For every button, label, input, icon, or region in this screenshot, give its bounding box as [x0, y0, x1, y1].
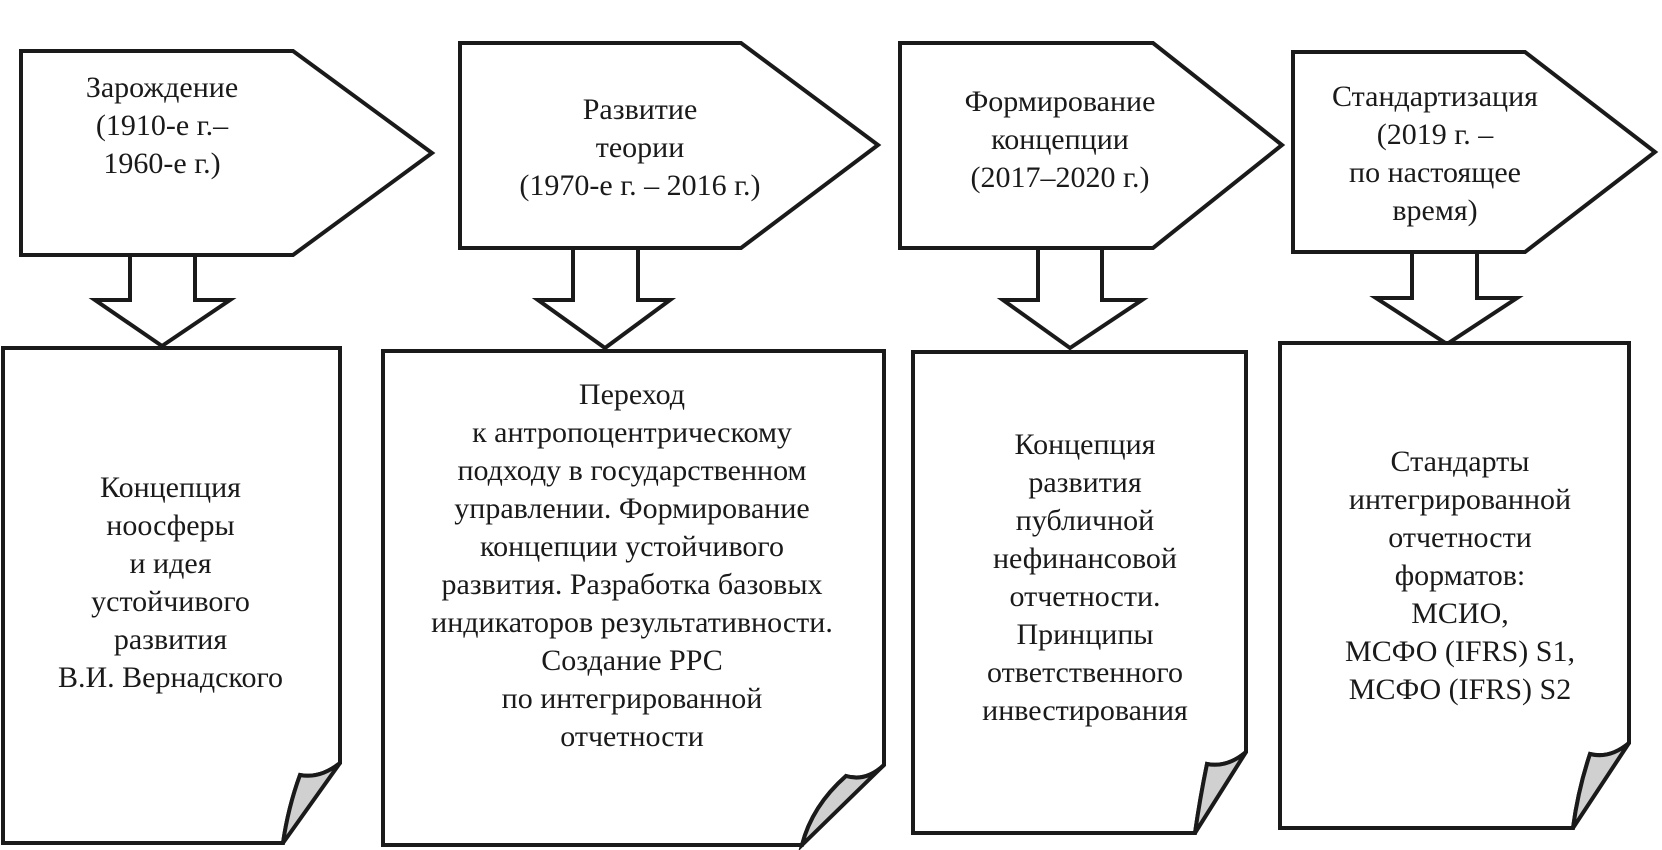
stage-period-label-3: Формирование концепции (2017–2020 г.) — [964, 85, 1156, 194]
stage-arrow-shape-3 — [900, 43, 1282, 248]
stage-arrow-shape-2 — [460, 43, 878, 248]
document-page-1 — [3, 348, 340, 843]
document-page-3 — [913, 352, 1246, 833]
document-outcome-label-4: Стандарты интегрированной отчетности форматов: МСИО, МСФО (IFRS) S1, МСФО (IFRS) S2 — [1345, 445, 1575, 706]
stage-period-label-2: Развитие теории (1970-е г. – 2016 г.) — [519, 93, 761, 202]
down-arrow-4 — [1376, 252, 1517, 344]
document-outcome-label-2: Переход к антропоцентрическому подходу в государственном управлении. Формирование концепции устойчивого развития. Разработка базовых индикаторов результативности. Создание РРС по интегрированной отчетности — [431, 378, 833, 753]
stage-period-label-1: Зарождение (1910-е г.– 1960-е г.) — [85, 71, 239, 180]
down-arrow-3 — [1003, 248, 1142, 348]
stage-arrow-shape-1 — [21, 51, 432, 255]
document-page-4 — [1280, 343, 1629, 828]
down-arrow-1 — [95, 255, 230, 346]
stage-arrow-shape-4 — [1293, 52, 1655, 252]
down-arrow-2 — [538, 248, 670, 348]
stage-period-label-4: Стандартизация (2019 г. – по настоящее время) — [1332, 80, 1538, 227]
document-page-2 — [383, 351, 884, 845]
document-outcome-label-1: Концепция ноосферы и идея устойчивого развития В.И. Вернадского — [57, 471, 284, 694]
document-outcome-label-3: Концепция развития публичной нефинансовой отчетности. Принципы ответственного инвестирования — [982, 428, 1188, 727]
